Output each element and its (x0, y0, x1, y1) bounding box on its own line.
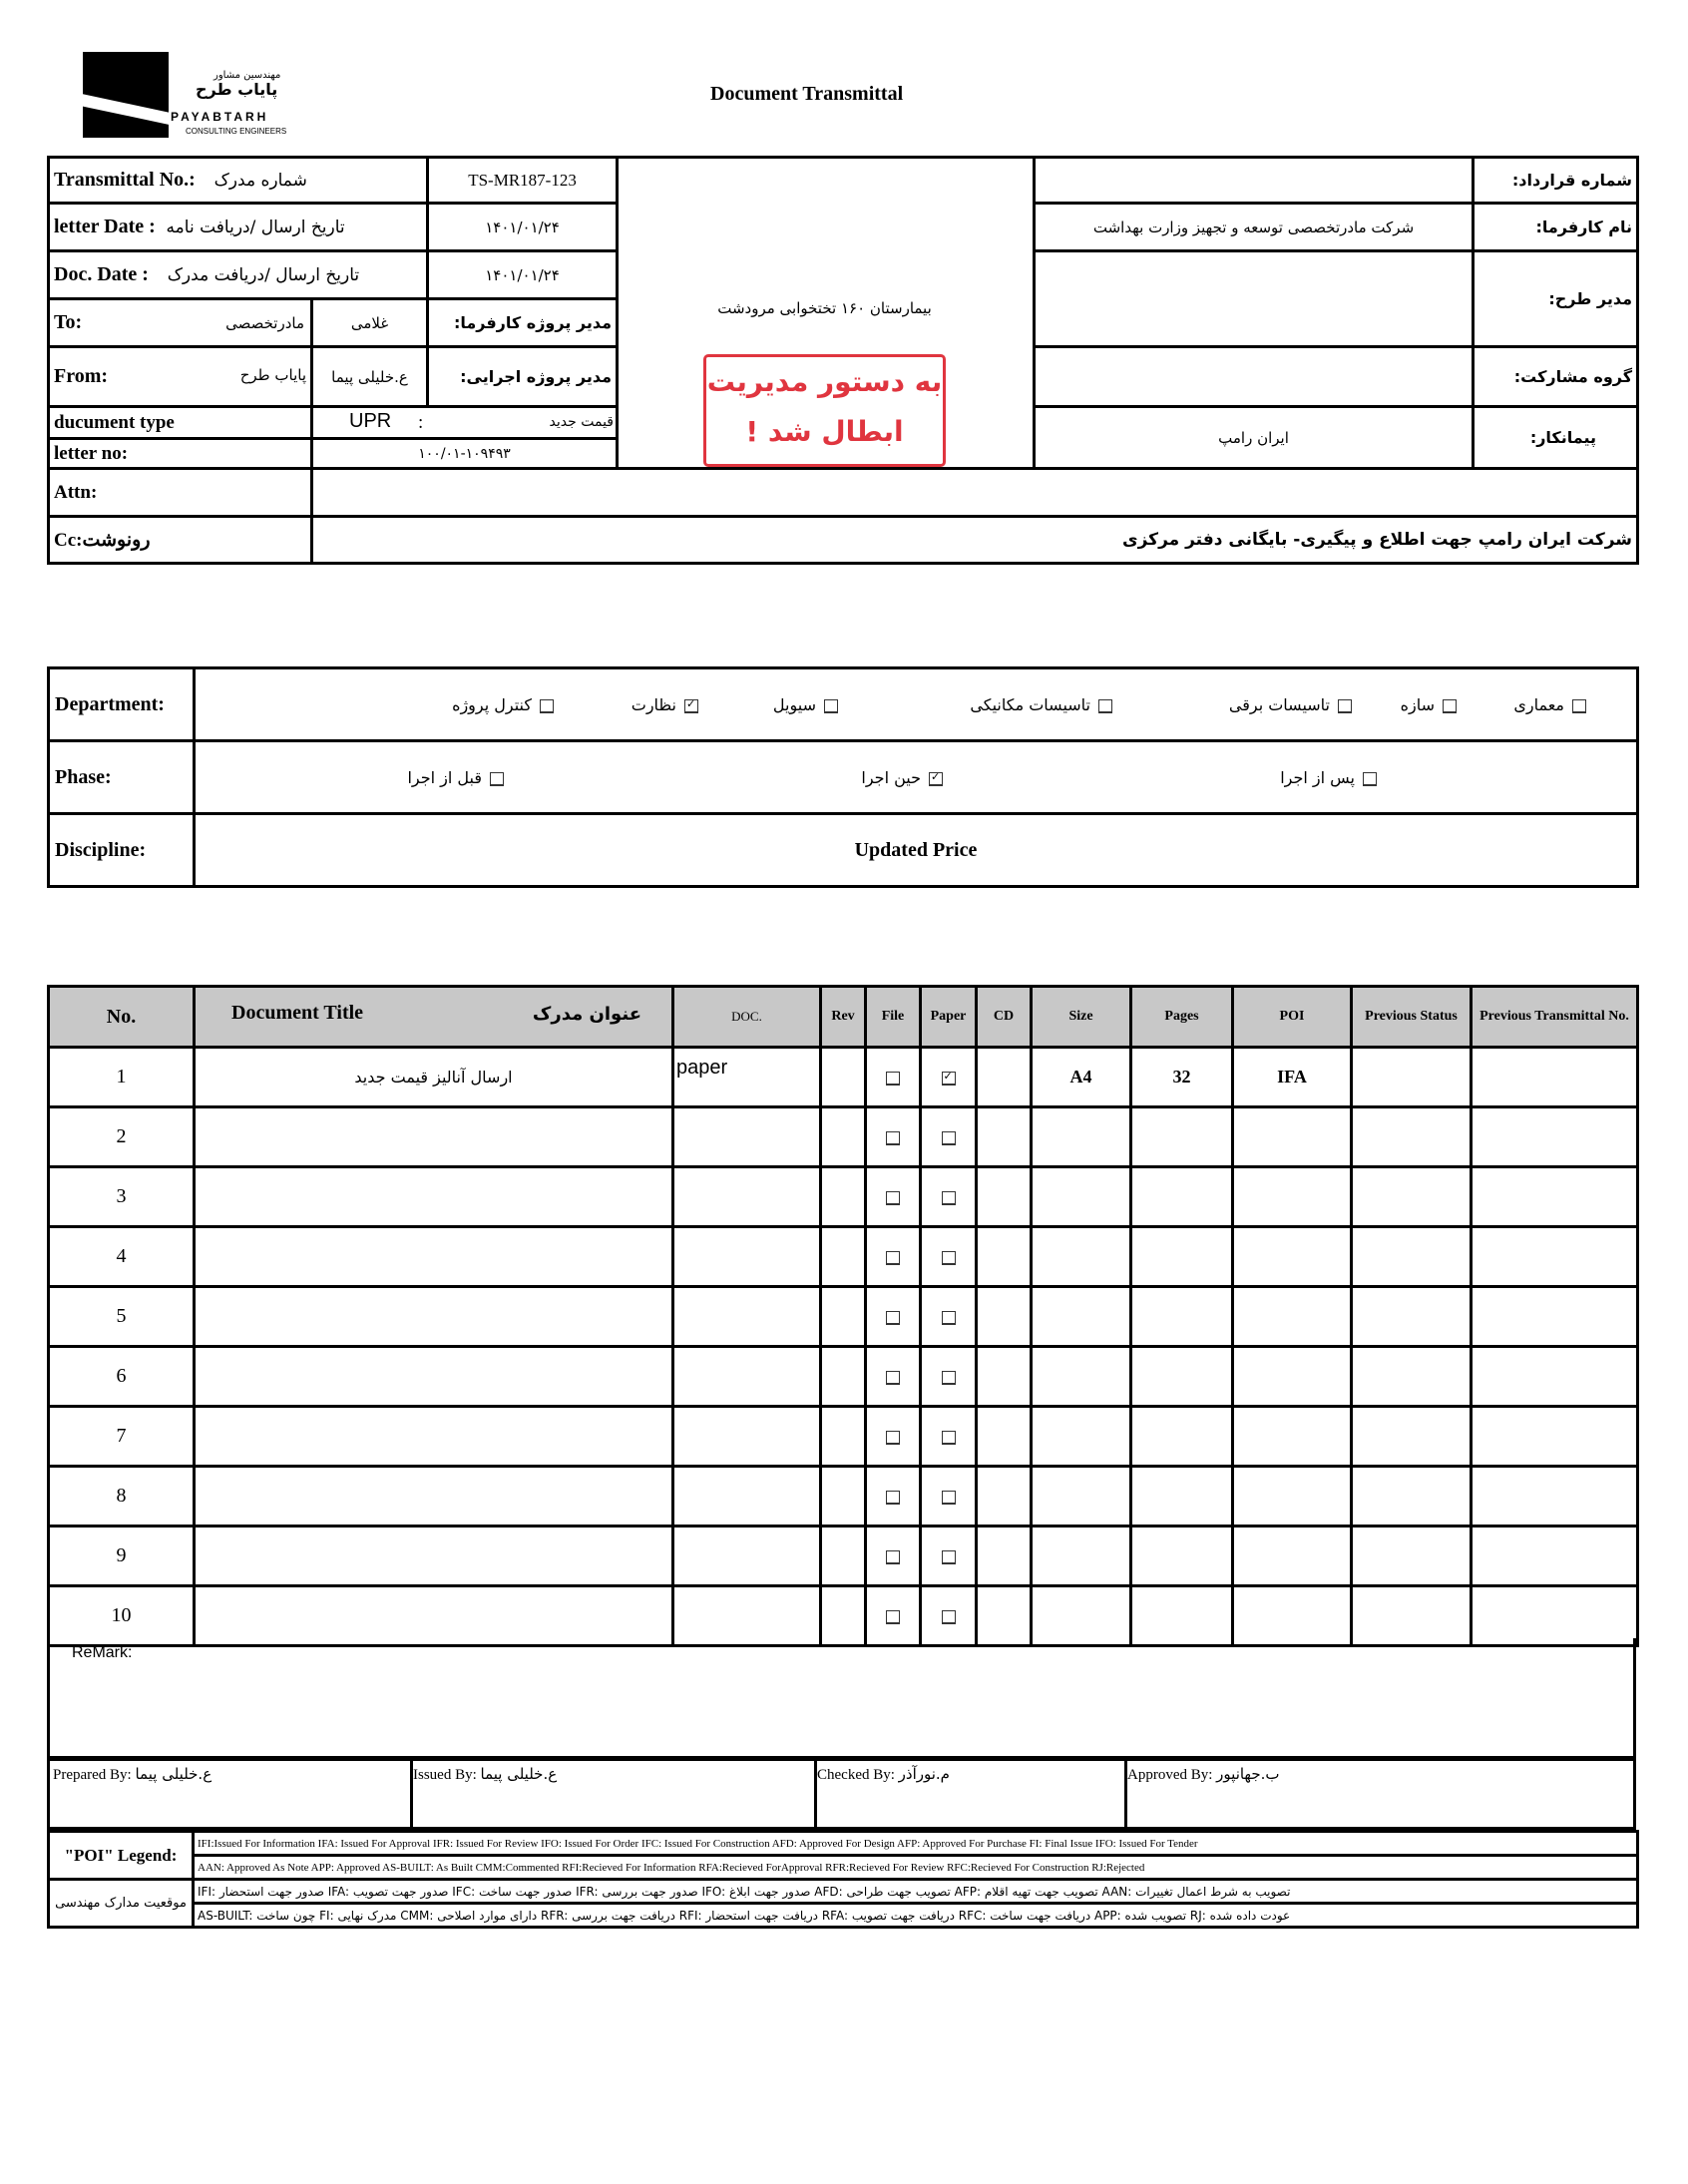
col-size: Size (1032, 987, 1131, 1048)
row-pages[interactable] (1131, 1107, 1233, 1167)
checkbox-icon[interactable] (886, 1550, 900, 1564)
row-cd[interactable] (977, 1167, 1032, 1227)
doc-date-label: Doc. Date : تاریخ ارسال /دریافت مدرک (49, 251, 428, 299)
checkbox-icon[interactable] (886, 1191, 900, 1205)
checkbox-checked-icon (684, 699, 698, 713)
col-poi: POI (1233, 987, 1352, 1048)
logo-name-fa: پایاب طرح (196, 80, 278, 99)
client-pm-value: غلامی (312, 299, 428, 347)
table-row (49, 1407, 1638, 1467)
row-prev-status[interactable] (1352, 1347, 1472, 1407)
logo-tagline: CONSULTING ENGINEERS (186, 127, 287, 136)
row-prev-status[interactable] (1352, 1048, 1472, 1107)
issued-by-name: ع.خلیلی پیما (480, 1765, 558, 1783)
row-pages[interactable] (1131, 1227, 1233, 1287)
contract-no-value (1035, 158, 1474, 204)
row-title[interactable] (195, 1407, 673, 1467)
row-no: 3 (49, 1167, 195, 1227)
row-file[interactable] (866, 1527, 921, 1586)
table-row (49, 1227, 1638, 1287)
poi-legend-line-2: AAN: Approved As Note APP: Approved AS-BUILT: As Built CMM:Commented RFI:Recieved For Information RFA:Recieved ForApproval RFR:Recieved For Review RFC:Recieved For Construction RJ:Rejected (194, 1856, 1638, 1880)
documents-table (47, 985, 1639, 1647)
row-poi[interactable] (1233, 1167, 1352, 1227)
row-rev[interactable] (821, 1467, 866, 1527)
col-no: No. (49, 987, 195, 1048)
prepared-by-cell: Prepared By: ع.خلیلی پیما (47, 1758, 413, 1830)
doc-type-label: ducument type (49, 407, 312, 439)
col-doc: DOC. (673, 987, 821, 1048)
checkbox-icon[interactable] (886, 1311, 900, 1325)
row-pages[interactable] (1131, 1467, 1233, 1527)
table-row (49, 1527, 1638, 1586)
row-size[interactable] (1032, 1287, 1131, 1347)
row-paper[interactable] (921, 1048, 977, 1107)
cancelled-stamp (703, 354, 946, 467)
row-poi[interactable] (1233, 1467, 1352, 1527)
row-title[interactable] (195, 1227, 673, 1287)
row-poi[interactable] (1233, 1107, 1352, 1167)
poi-legend-line-1: IFI:Issued For Information IFA: Issued For Approval IFR: Issued For Review IFO: Issued For Order IFC: Issued For Construction AFD: Approved For Design AFP: Approved For Purchase FI: Final Issue IFO: Issued For Tender (194, 1832, 1638, 1856)
row-prev-status[interactable] (1352, 1467, 1472, 1527)
from-row: From: پایاب طرح (49, 347, 312, 407)
phase-after[interactable]: پس از اجرا (1280, 768, 1377, 788)
row-paper[interactable] (921, 1167, 977, 1227)
row-size[interactable] (1032, 1167, 1131, 1227)
row-size[interactable] (1032, 1407, 1131, 1467)
checkbox-icon[interactable] (886, 1251, 900, 1265)
checked-by-cell: Checked By: م.نورآذر (814, 1758, 1127, 1830)
table-row (49, 1107, 1638, 1167)
stamp-line-2: ابطال شد ! (745, 415, 904, 448)
row-doc[interactable]: paper (673, 1048, 821, 1107)
dept-electrical[interactable]: تاسیسات برقی (1229, 695, 1352, 715)
row-rev[interactable] (821, 1347, 866, 1407)
checkbox-icon[interactable] (942, 1371, 956, 1385)
poi-legend-label: "POI" Legend: (49, 1832, 194, 1880)
row-title[interactable] (195, 1167, 673, 1227)
row-size[interactable]: A4 (1032, 1048, 1131, 1107)
row-doc[interactable] (673, 1227, 821, 1287)
row-prev-status[interactable] (1352, 1407, 1472, 1467)
row-pages[interactable] (1131, 1287, 1233, 1347)
row-title[interactable] (195, 1586, 673, 1646)
row-prev-transmittal[interactable] (1472, 1107, 1638, 1167)
row-file[interactable] (866, 1407, 921, 1467)
row-title[interactable] (195, 1467, 673, 1527)
cc-label: Cc:رونوشت (49, 517, 312, 564)
checkbox-icon[interactable] (942, 1251, 956, 1265)
row-rev[interactable] (821, 1107, 866, 1167)
department-label: Department: (49, 668, 195, 741)
row-prev-status[interactable] (1352, 1107, 1472, 1167)
row-file[interactable] (866, 1167, 921, 1227)
letter-no-label: letter no: (49, 439, 312, 469)
row-rev[interactable] (821, 1167, 866, 1227)
fa-legend-line-1: IFI: صدور جهت استحضار IFA: صدور جهت تصویب IFC: صدور جهت ساخت IFR: صدور جهت بررسی IFO: صدور جهت ابلاغ AFD: تصویب جهت طراحی AFP: تصویب جهت تهیه اقلام AAN: تصویب به شرط اعمال تغییرات (194, 1880, 1638, 1904)
row-paper[interactable] (921, 1347, 977, 1407)
transmittal-no-value: TS-MR187-123 (428, 158, 618, 204)
dept-supervision[interactable]: نظارت ✓ (632, 695, 698, 715)
row-cd[interactable] (977, 1586, 1032, 1646)
row-paper[interactable] (921, 1407, 977, 1467)
col-cd: CD (977, 987, 1032, 1048)
row-paper[interactable] (921, 1287, 977, 1347)
row-prev-transmittal[interactable] (1472, 1048, 1638, 1107)
row-pages[interactable] (1131, 1586, 1233, 1646)
col-pages: Pages (1131, 987, 1233, 1048)
row-rev[interactable] (821, 1586, 866, 1646)
row-no: 7 (49, 1407, 195, 1467)
document-title: Document Transmittal (710, 83, 904, 105)
transmittal-no-label: Transmittal No.: شماره مدرک (49, 158, 428, 204)
row-prev-transmittal[interactable] (1472, 1586, 1638, 1646)
attn-label: Attn: (49, 469, 312, 517)
discipline-value: Updated Price (195, 814, 1638, 887)
row-doc[interactable] (673, 1287, 821, 1347)
row-cd[interactable] (977, 1347, 1032, 1407)
row-poi[interactable]: IFA (1233, 1048, 1352, 1107)
letter-date-value: ۱۴۰۱/۰۱/۲۴ (428, 204, 618, 251)
row-doc[interactable] (673, 1467, 821, 1527)
row-prev-transmittal[interactable] (1472, 1527, 1638, 1586)
col-file: File (866, 987, 921, 1048)
row-file[interactable] (866, 1347, 921, 1407)
row-pages[interactable] (1131, 1347, 1233, 1407)
row-prev-status[interactable] (1352, 1227, 1472, 1287)
client-name-label: نام کارفرما: (1474, 204, 1638, 251)
row-prev-transmittal[interactable] (1472, 1347, 1638, 1407)
checkbox-icon[interactable] (942, 1191, 956, 1205)
checkbox-icon[interactable] (942, 1131, 956, 1145)
row-prev-status[interactable] (1352, 1287, 1472, 1347)
remark-label: ReMark: (72, 1644, 133, 1661)
row-title[interactable] (195, 1107, 673, 1167)
checkbox-checked-icon (929, 772, 943, 786)
stamp-line-1: به دستور مدیریت (706, 365, 943, 398)
row-cd[interactable] (977, 1287, 1032, 1347)
dept-structure[interactable]: سازه (1401, 695, 1457, 715)
row-no: 5 (49, 1287, 195, 1347)
row-paper[interactable] (921, 1227, 977, 1287)
checkbox-checked-icon[interactable] (942, 1072, 956, 1086)
checkbox-icon[interactable] (886, 1491, 900, 1505)
row-title[interactable] (195, 1527, 673, 1586)
checkbox-icon[interactable] (942, 1550, 956, 1564)
row-rev[interactable] (821, 1527, 866, 1586)
partnership-label: گروه مشارکت: (1474, 347, 1638, 407)
row-doc[interactable] (673, 1407, 821, 1467)
approved-by-name: ب.جهانپور (1216, 1765, 1280, 1783)
row-file[interactable] (866, 1227, 921, 1287)
row-rev[interactable] (821, 1227, 866, 1287)
dept-mechanical[interactable]: تاسیسات مکانیکی (970, 695, 1112, 715)
row-file[interactable] (866, 1467, 921, 1527)
row-doc[interactable] (673, 1107, 821, 1167)
contractor-label: پیمانکار: (1474, 407, 1638, 469)
issued-by-cell: Issued By: ع.خلیلی پیما (410, 1758, 817, 1830)
prepared-by-name: ع.خلیلی پیما (135, 1765, 212, 1783)
row-paper[interactable] (921, 1586, 977, 1646)
row-poi[interactable] (1233, 1347, 1352, 1407)
row-pages[interactable] (1131, 1407, 1233, 1467)
table-row (49, 1048, 1638, 1107)
table-row (49, 1586, 1638, 1646)
partnership-value (1035, 347, 1474, 407)
checkbox-icon[interactable] (942, 1311, 956, 1325)
checkbox-icon[interactable] (942, 1491, 956, 1505)
row-pages[interactable] (1131, 1527, 1233, 1586)
phase-before[interactable]: قبل از اجرا (407, 768, 504, 788)
checkbox-icon (824, 699, 838, 713)
row-paper[interactable] (921, 1527, 977, 1586)
table-row (49, 1287, 1638, 1347)
checkbox-icon (1572, 699, 1586, 713)
checkbox-icon[interactable] (942, 1431, 956, 1445)
row-file[interactable] (866, 1048, 921, 1107)
dept-civil[interactable]: سیویل (773, 695, 838, 715)
checkbox-icon[interactable] (886, 1072, 900, 1086)
row-rev[interactable] (821, 1407, 866, 1467)
exec-pm-label: مدیر پروژه اجرایی: (428, 347, 618, 407)
logo-name-en: PAYABTARH (171, 110, 269, 124)
checkbox-icon (540, 699, 554, 713)
row-doc[interactable] (673, 1586, 821, 1646)
row-size[interactable] (1032, 1586, 1131, 1646)
row-size[interactable] (1032, 1107, 1131, 1167)
row-paper[interactable] (921, 1107, 977, 1167)
row-no: 10 (49, 1586, 195, 1646)
table-row (49, 1467, 1638, 1527)
plan-manager-value (1035, 251, 1474, 347)
row-cd[interactable] (977, 1467, 1032, 1527)
row-cd[interactable] (977, 1527, 1032, 1586)
row-cd[interactable] (977, 1227, 1032, 1287)
company-logo (83, 52, 169, 138)
row-rev[interactable] (821, 1048, 866, 1107)
checkbox-icon (1443, 699, 1457, 713)
row-prev-status[interactable] (1352, 1586, 1472, 1646)
contractor-value: ایران رامپ (1035, 407, 1474, 469)
checkbox-icon (490, 772, 504, 786)
exec-pm-value: ع.خلیلی پیما (312, 347, 428, 407)
row-file[interactable] (866, 1287, 921, 1347)
row-title[interactable]: ارسال آنالیز قیمت جدید (195, 1048, 673, 1107)
row-prev-transmittal[interactable] (1472, 1407, 1638, 1467)
letter-no-value: ۱۰۰/۰۱-۱۰۹۴۹۳ (312, 439, 618, 469)
project-name: بیمارستان ۱۶۰ تختخوابی مرودشت (717, 299, 932, 317)
row-cd[interactable] (977, 1048, 1032, 1107)
row-poi[interactable] (1233, 1407, 1352, 1467)
row-doc[interactable] (673, 1167, 821, 1227)
row-title[interactable] (195, 1347, 673, 1407)
remark-box[interactable] (47, 1638, 1636, 1759)
col-title: Document Title عنوان مدرک (195, 987, 673, 1048)
department-options (195, 668, 1638, 741)
row-prev-status[interactable] (1352, 1527, 1472, 1586)
logo-subtitle-fa: مهندسین مشاور (213, 70, 281, 81)
row-prev-transmittal[interactable] (1472, 1227, 1638, 1287)
row-doc[interactable] (673, 1527, 821, 1586)
cc-value: شرکت ایران رامپ جهت اطلاع و پیگیری- بایگانی دفتر مرکزی (312, 517, 1638, 564)
row-file[interactable] (866, 1586, 921, 1646)
row-no: 1 (49, 1048, 195, 1107)
row-pages[interactable]: 32 (1131, 1048, 1233, 1107)
row-poi[interactable] (1233, 1287, 1352, 1347)
row-poi[interactable] (1233, 1586, 1352, 1646)
checked-by-name: م.نورآذر (898, 1765, 950, 1783)
poi-legend-table (47, 1830, 1639, 1929)
table-row (49, 1347, 1638, 1407)
row-rev[interactable] (821, 1287, 866, 1347)
phase-label: Phase: (49, 741, 195, 814)
row-no: 6 (49, 1347, 195, 1407)
dept-architecture[interactable]: معماری (1513, 695, 1586, 715)
dept-project-control[interactable]: کنترل پروژه (452, 695, 554, 715)
attn-value (312, 469, 1638, 517)
col-prev-transmittal: Previous Transmittal No. (1472, 987, 1638, 1048)
row-pages[interactable] (1131, 1167, 1233, 1227)
checkbox-icon (1363, 772, 1377, 786)
phase-options (195, 741, 1638, 814)
col-rev: Rev (821, 987, 866, 1048)
letter-date-label: letter Date : تاریخ ارسال /دریافت نامه (49, 204, 428, 251)
doc-type-value: UPR : قیمت جدید (312, 407, 618, 439)
col-paper: Paper (921, 987, 977, 1048)
row-poi[interactable] (1233, 1227, 1352, 1287)
row-size[interactable] (1032, 1227, 1131, 1287)
row-paper[interactable] (921, 1467, 977, 1527)
row-prev-status[interactable] (1352, 1167, 1472, 1227)
checkbox-icon[interactable] (886, 1131, 900, 1145)
plan-manager-label: مدیر طرح: (1474, 251, 1638, 347)
row-size[interactable] (1032, 1467, 1131, 1527)
row-size[interactable] (1032, 1527, 1131, 1586)
table-row (49, 1167, 1638, 1227)
row-no: 9 (49, 1527, 195, 1586)
row-title[interactable] (195, 1287, 673, 1347)
row-doc[interactable] (673, 1347, 821, 1407)
client-name-value: شرکت مادرتخصصی توسعه و تجهیز وزارت بهداشت (1035, 204, 1474, 251)
to-row: To: مادرتخصصی (49, 299, 312, 347)
phase-during[interactable]: حین اجرا ✓ (861, 768, 943, 788)
approved-by-cell: Approved By: ب.جهانپور (1124, 1758, 1636, 1830)
checkbox-icon[interactable] (942, 1610, 956, 1624)
checkbox-icon[interactable] (886, 1371, 900, 1385)
checkbox-icon (1338, 699, 1352, 713)
col-prev-status: Previous Status (1352, 987, 1472, 1048)
row-prev-transmittal[interactable] (1472, 1287, 1638, 1347)
row-size[interactable] (1032, 1347, 1131, 1407)
contract-no-label: شماره قرارداد: (1474, 158, 1638, 204)
row-poi[interactable] (1233, 1527, 1352, 1586)
row-no: 2 (49, 1107, 195, 1167)
row-cd[interactable] (977, 1107, 1032, 1167)
classification-table (47, 666, 1639, 888)
checkbox-icon[interactable] (886, 1431, 900, 1445)
row-file[interactable] (866, 1107, 921, 1167)
row-prev-transmittal[interactable] (1472, 1167, 1638, 1227)
fa-legend-label: موقعیت مدارک مهندسی (49, 1880, 194, 1928)
row-no: 8 (49, 1467, 195, 1527)
row-cd[interactable] (977, 1407, 1032, 1467)
discipline-label: Discipline: (49, 814, 195, 887)
checkbox-icon (1098, 699, 1112, 713)
row-no: 4 (49, 1227, 195, 1287)
client-pm-label: مدیر پروژه کارفرما: (428, 299, 618, 347)
checkbox-icon[interactable] (886, 1610, 900, 1624)
fa-legend-line-2: AS-BUILT: چون ساخت FI: مدرک نهایی CMM: دارای موارد اصلاحی RFR: دریافت جهت بررسی RFI: دریافت جهت استحضار RFA: دریافت جهت تصویب RFC: دریافت جهت ساخت APP: تصویب شده RJ: عودت داده شده (194, 1904, 1638, 1928)
doc-date-value: ۱۴۰۱/۰۱/۲۴ (428, 251, 618, 299)
row-prev-transmittal[interactable] (1472, 1467, 1638, 1527)
